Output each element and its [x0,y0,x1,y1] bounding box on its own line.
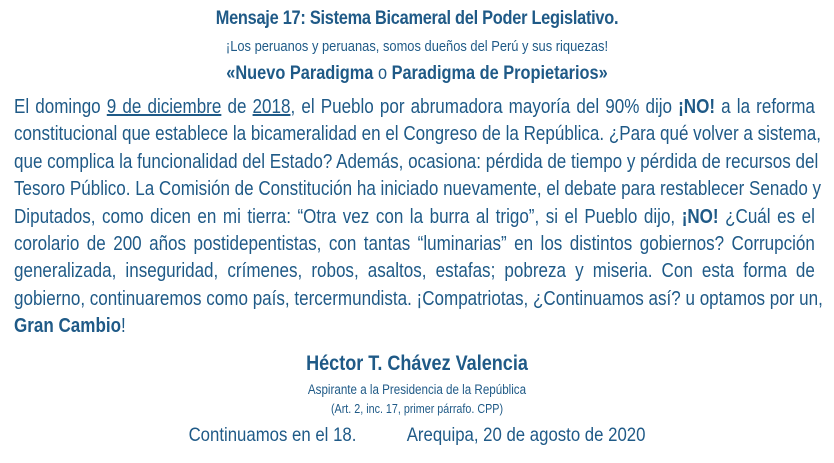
body-text-segment: a la reforma [715,96,815,118]
body-text-segment: de [221,96,253,118]
gran-cambio-emphasis: Gran Cambio [14,315,121,338]
document-tagline [58,63,775,85]
body-line-7: generalizada, inseguridad, crímenes, robos, asaltos, estafas; pobreza y miseria. Con esta forma de [14,260,815,283]
body-text-segment: El domingo [14,96,107,118]
legal-reference: (Art. 2, inc. 17, primer párrafo. CPP) [330,402,504,416]
place-date: Arequipa, 20 de agosto de 2020 [406,424,646,446]
emphasis-no: ¡NO! [678,96,716,118]
body-text-segment: Diputados, como dicen en mi tierra: “Otra vez con la burra al trigo”, si el Pueblo dijo, [14,205,682,228]
continue-note: Continuamos en el 18. [188,424,357,446]
body-line-2: constitucional que establece la bicameralidad en el Congreso de la República. ¿Para qué volver a sistema, [14,123,822,146]
document-title: Mensaje 17: Sistema Bicameral del Poder Legislativo. [215,8,619,29]
body-paragraph [14,94,823,341]
body-line-6: corolario de 200 años postidepentistas, con tantas “luminarias” en los distintos gobiernos? Corrupción [14,233,815,256]
body-line-9 [14,313,815,340]
election-year: 2018 [252,96,291,118]
signer-role: Aspirante a la Presidencia de la República [307,382,527,397]
body-line-1 [14,94,815,121]
tagline-part-1: «Nuevo Paradigma [226,63,374,84]
body-text-segment: ! [120,315,126,338]
body-line-3: que complica la funcionalidad del Estado? Además, ocasiona: pérdida de tiempo y pérdida de recursos del [14,150,819,173]
footer-line [58,424,775,447]
document-subtitle: ¡Los peruanos y peruanas, somos dueños del Perú y sus riquezas! [225,38,609,55]
tagline-part-2: Paradigma de Propietarios» [391,63,608,84]
body-text-segment: ¿Cuál es el [718,205,815,228]
body-line-4: Tesoro Público. La Comisión de Constitución ha iniciado nuevamente, el debate para restablecer Senado y [14,178,822,201]
election-date: 9 de diciembre [106,96,222,118]
body-line-8: gobierno, continuaremos como país, tercermundista. ¡Compatriotas, ¿Continuamos así? u optamos por un, [14,287,823,310]
emphasis-no: ¡NO! [681,205,719,228]
signer-name: Héctor T. Chávez Valencia [306,352,528,375]
tagline-connector: o [373,63,392,84]
body-line-5 [14,204,815,231]
body-text-segment: , el Pueblo por abrumadora mayoría del 90% dijo [290,96,679,118]
